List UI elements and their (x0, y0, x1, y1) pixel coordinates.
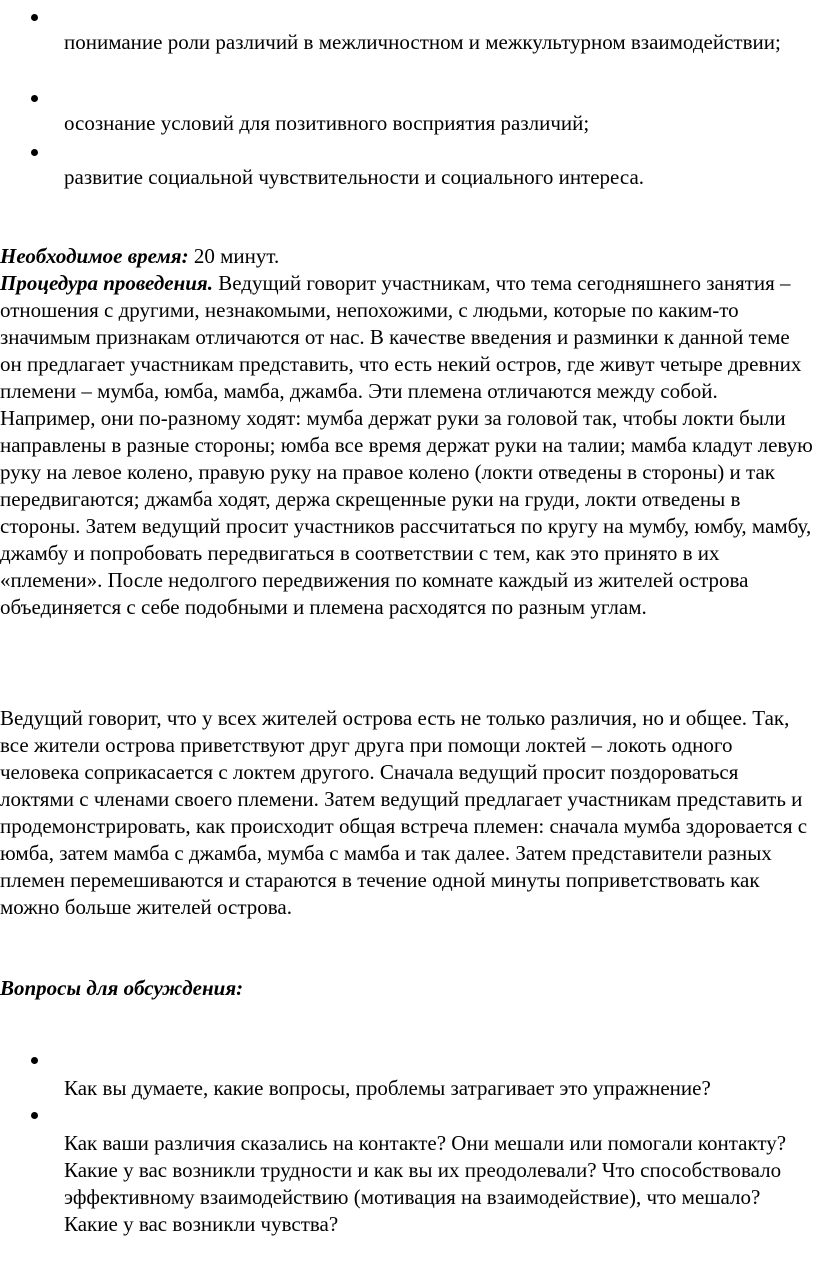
time-label: Необходимое время: (0, 244, 189, 268)
procedure-text: Ведущий говорит участникам, что тема сегодняшнего занятия – отношения с другими, незнакомыми, непохожими, с людьми, которые по каким-то значимым признакам отличаются от нас. В качестве введения и разминки к данной теме он предлагает участникам представить, что есть некий остров, где живут четыре древних племени – мумба, юмба, мамба, джамба. Эти племена отличаются между собой. Например, они по-разному ходят: мумба держат руки за головой так, чтобы локти были направлены в разные стороны; юмба все время держат руки на талии; мамба кладут левую руку на левое колено, правую руку на правое колено (локти отведены в стороны) и так передвигаются; джамба ходят, держа скрещенные руки на груди, локти отведены в стороны. Затем ведущий просит участников рассчитаться по кругу на мумбу, юмбу, мамбу, джамбу и попробовать передвигаться в соответствии с тем, как это принято в их «племени». После недолгого передвижения по комнате каждый из жителей острова объединяется с себе подобными и племена расходятся по разным углам. (0, 271, 813, 619)
time-line (0, 243, 814, 270)
bullet-icon (31, 1112, 38, 1119)
procedure-paragraph (0, 270, 814, 621)
greeting-paragraph: Ведущий говорит, что у всех жителей острова есть не только различия, но и общее. Так, все жители острова приветствуют друг друга при помощи локтей – локоть одного человека соприкасается с локтем другого. Сначала ведущий просит поздороваться локтями с членами своего племени. Затем ведущий предлагает участникам представить и продемонстрировать, как происходит общая встреча племен: сначала мумба здоровается с юмба, затем мамба с джамба, мумба с мамба и так далее. Затем представители разных племен перемешиваются и стараются в течение одной минуты поприветствовать как можно больше жителей острова. (0, 706, 808, 919)
questions-heading: Вопросы для обсуждения: (0, 976, 244, 1000)
list-item-text: осознание условий для позитивного восприятия различий; (64, 111, 590, 135)
bullet-icon (31, 14, 38, 21)
time-value: 20 минут. (188, 244, 280, 268)
list-item-text: развитие социальной чувствительности и социального интереса. (64, 165, 645, 189)
bullet-icon (31, 95, 38, 102)
list-item-text: Как ваши различия сказались на контакте? Они мешали или помогали контакту? Какие у вас возникли трудности и как вы их преодолевали? Что способствовало эффективному взаимодействию (мотивация на взаимодействие), что мешало? Какие у вас возникли чувства? (64, 1131, 787, 1236)
list-item-text: понимание роли различий в межличностном и межкультурном взаимодействии; (64, 30, 781, 54)
bullet-icon (31, 1057, 38, 1064)
procedure-label: Процедура проведения. (0, 271, 213, 295)
list-item-text: Как вы думаете, какие вопросы, проблемы затрагивает это упражнение? (64, 1076, 711, 1100)
bullet-icon (31, 149, 38, 156)
